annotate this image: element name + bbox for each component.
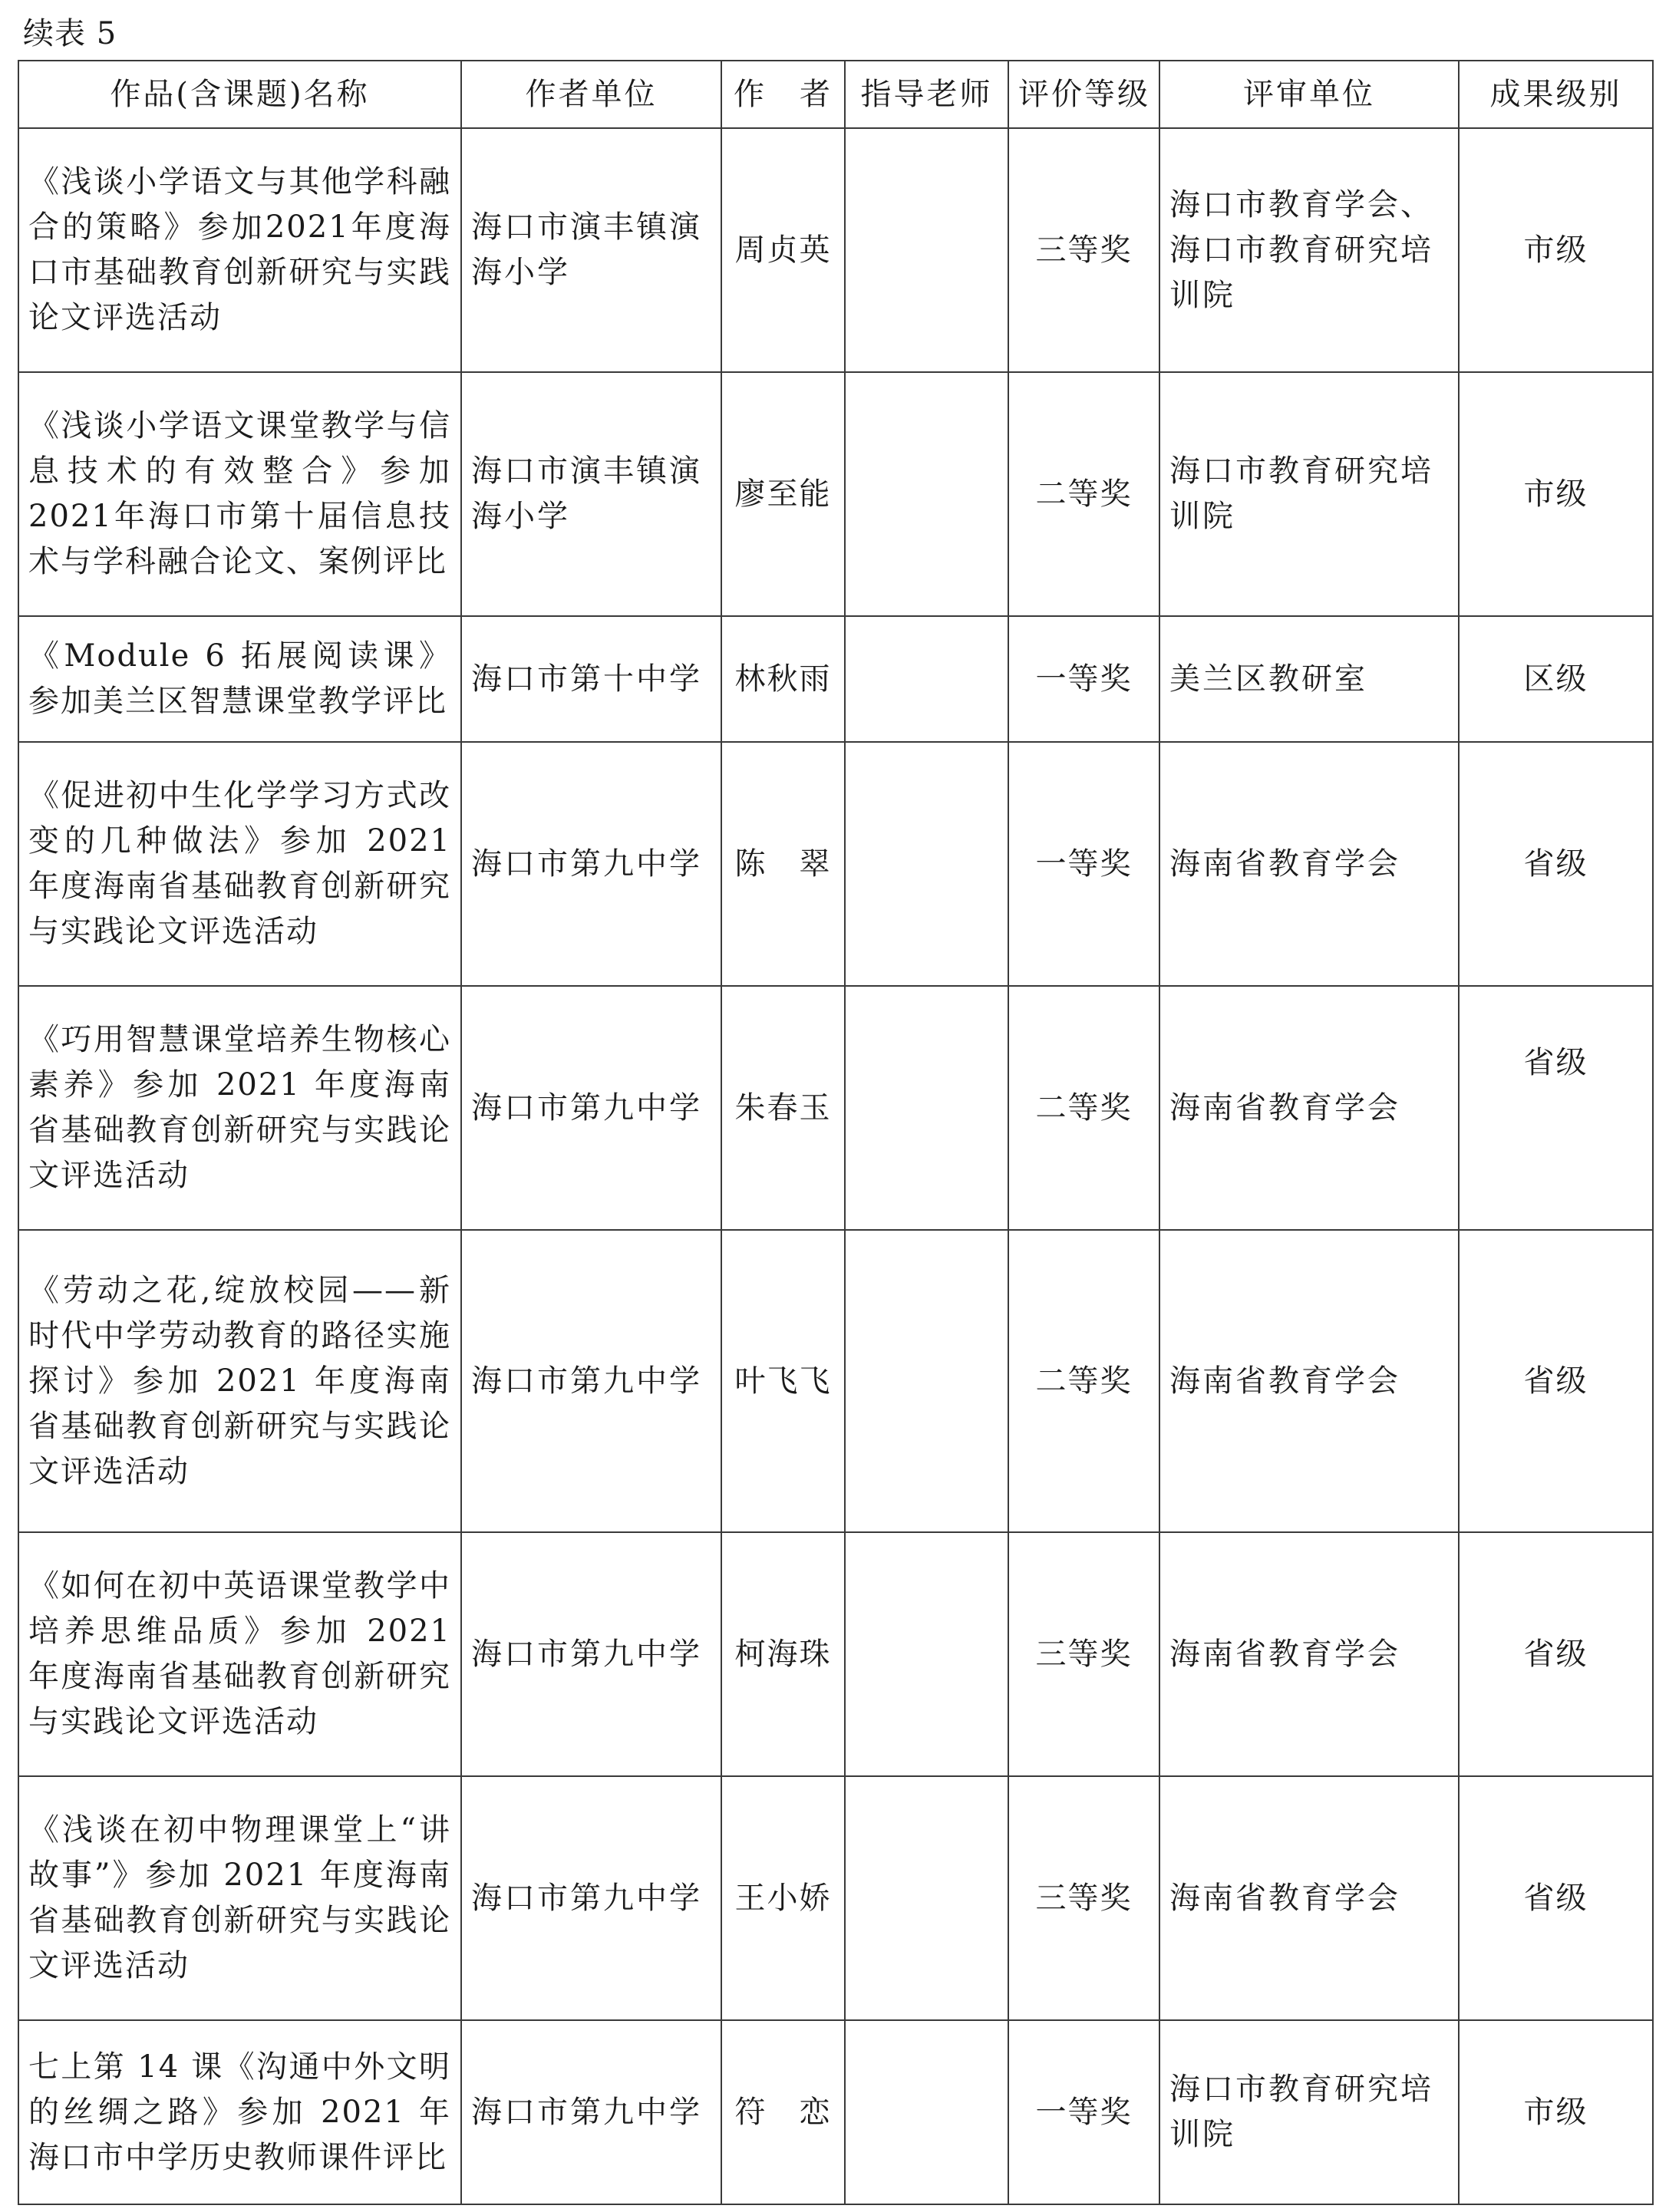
result-level: 区级: [1459, 616, 1653, 742]
reviewer-unit: 海口市教育研究培训院: [1159, 372, 1459, 616]
award-grade: 二等奖: [1008, 1230, 1159, 1532]
table-row: [18, 2020, 1653, 2204]
result-level: 市级: [1459, 372, 1653, 616]
advisor-name: [845, 372, 1008, 616]
award-grade: 三等奖: [1008, 128, 1159, 372]
table-row: [18, 1776, 1653, 2020]
result-level: 市级: [1459, 2020, 1653, 2204]
work-title: 《浅谈在初中物理课堂上“讲故事”》参加 2021 年度海南省基础教育创新研究与实践论文评选活动: [18, 1776, 461, 2020]
author-unit: 海口市第九中学: [461, 1532, 721, 1776]
author-name: 廖至能: [721, 372, 845, 616]
author-name: 朱春玉: [721, 986, 845, 1230]
work-title: 《劳动之花,绽放校园——新时代中学劳动教育的路径实施探讨》参加 2021 年度海南省基础教育创新研究与实践论文评选活动: [18, 1230, 461, 1532]
table-row: [18, 742, 1653, 986]
author-name: 陈 翠: [721, 742, 845, 986]
work-title: 《浅谈小学语文课堂教学与信息技术的有效整合》参加2021年海口市第十届信息技术与学科融合论文、案例评比: [18, 372, 461, 616]
table-row: [18, 1532, 1653, 1776]
table-row: [18, 616, 1653, 742]
award-grade: 二等奖: [1008, 372, 1159, 616]
advisor-name: [845, 986, 1008, 1230]
author-unit: 海口市第九中学: [461, 1230, 721, 1532]
header-title: 作品(含课题)名称: [18, 61, 461, 128]
result-level: 省级: [1459, 986, 1653, 1230]
award-grade: 一等奖: [1008, 616, 1159, 742]
author-unit: 海口市第九中学: [461, 742, 721, 986]
reviewer-unit: 美兰区教研室: [1159, 616, 1459, 742]
work-title: 《巧用智慧课堂培养生物核心素养》参加 2021 年度海南省基础教育创新研究与实践论文评选活动: [18, 986, 461, 1230]
author-name: 林秋雨: [721, 616, 845, 742]
author-name: 符 恋: [721, 2020, 845, 2204]
award-grade: 三等奖: [1008, 1532, 1159, 1776]
advisor-name: [845, 616, 1008, 742]
table-caption: 续表 5: [23, 16, 117, 51]
reviewer-unit: 海南省教育学会: [1159, 1776, 1459, 2020]
author-unit: 海口市第九中学: [461, 986, 721, 1230]
header-reviewer: 评审单位: [1159, 61, 1459, 128]
author-name: 叶飞飞: [721, 1230, 845, 1532]
author-unit: 海口市演丰镇演海小学: [461, 128, 721, 372]
work-title: 七上第 14 课《沟通中外文明的丝绸之路》参加 2021 年海口市中学历史教师课件评比: [18, 2020, 461, 2204]
author-name: 周贞英: [721, 128, 845, 372]
reviewer-unit: 海南省教育学会: [1159, 986, 1459, 1230]
author-name: 王小娇: [721, 1776, 845, 2020]
header-level: 成果级别: [1459, 61, 1653, 128]
advisor-name: [845, 2020, 1008, 2204]
work-title: 《Module 6 拓展阅读课》参加美兰区智慧课堂教学评比: [18, 616, 461, 742]
award-grade: 三等奖: [1008, 1776, 1159, 2020]
header-row: [18, 61, 1653, 128]
work-title: 《如何在初中英语课堂教学中培养思维品质》参加 2021 年度海南省基础教育创新研究与实践论文评选活动: [18, 1532, 461, 1776]
header-unit: 作者单位: [461, 61, 721, 128]
advisor-name: [845, 128, 1008, 372]
reviewer-unit: 海南省教育学会: [1159, 1532, 1459, 1776]
header-advisor: 指导老师: [845, 61, 1008, 128]
result-level: 省级: [1459, 1230, 1653, 1532]
advisor-name: [845, 1776, 1008, 2020]
author-unit: 海口市演丰镇演海小学: [461, 372, 721, 616]
result-level: 省级: [1459, 742, 1653, 986]
result-level: 市级: [1459, 128, 1653, 372]
result-level: 省级: [1459, 1776, 1653, 2020]
award-grade: 一等奖: [1008, 742, 1159, 986]
awards-table: [18, 60, 1654, 2205]
header-author: 作 者: [721, 61, 845, 128]
table-row: [18, 1230, 1653, 1532]
reviewer-unit: 海口市教育研究培训院: [1159, 2020, 1459, 2204]
author-unit: 海口市第九中学: [461, 1776, 721, 2020]
table-row: [18, 372, 1653, 616]
table-row: [18, 128, 1653, 372]
author-name: 柯海珠: [721, 1532, 845, 1776]
work-title: 《浅谈小学语文与其他学科融合的策略》参加2021年度海口市基础教育创新研究与实践论文评选活动: [18, 128, 461, 372]
reviewer-unit: 海南省教育学会: [1159, 1230, 1459, 1532]
reviewer-unit: 海南省教育学会: [1159, 742, 1459, 986]
header-grade: 评价等级: [1008, 61, 1159, 128]
author-unit: 海口市第十中学: [461, 616, 721, 742]
advisor-name: [845, 1532, 1008, 1776]
author-unit: 海口市第九中学: [461, 2020, 721, 2204]
award-grade: 二等奖: [1008, 986, 1159, 1230]
table-row: [18, 986, 1653, 1230]
work-title: 《促进初中生化学学习方式改变的几种做法》参加 2021 年度海南省基础教育创新研究与实践论文评选活动: [18, 742, 461, 986]
result-level: 省级: [1459, 1532, 1653, 1776]
reviewer-unit: 海口市教育学会、海口市教育研究培训院: [1159, 128, 1459, 372]
award-grade: 一等奖: [1008, 2020, 1159, 2204]
advisor-name: [845, 1230, 1008, 1532]
advisor-name: [845, 742, 1008, 986]
